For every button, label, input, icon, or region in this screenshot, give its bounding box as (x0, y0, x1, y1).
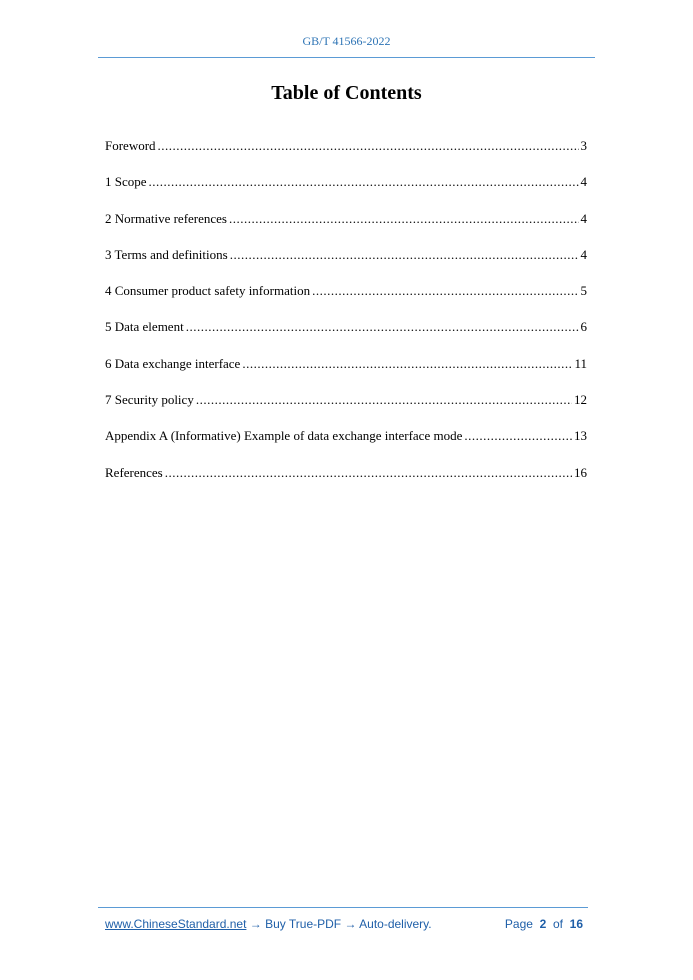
toc-entry-page: 3 (580, 138, 587, 153)
toc-entry-label: Foreword (105, 138, 156, 153)
toc-leader-dots (149, 174, 579, 190)
toc-leader-dots (186, 319, 579, 335)
toc-entry-label: 4 Consumer product safety information (105, 283, 311, 299)
toc-leader-dots (312, 283, 578, 299)
page-footer (105, 917, 585, 935)
toc-entry-label: References (105, 464, 163, 480)
toc-entry-page: 5 (580, 283, 587, 299)
toc-entry-page: 16 (574, 464, 587, 480)
of-word: of (552, 917, 563, 931)
toc-entry-consumer-product-safety[interactable] (105, 283, 587, 319)
toc-entry-references[interactable] (105, 465, 587, 501)
toc-entry-label: Appendix A (Informative) Example of data exchange interface mode (105, 428, 463, 444)
toc-entry-appendix-a[interactable] (105, 428, 587, 464)
table-of-contents (105, 138, 587, 501)
toc-leader-dots (229, 211, 579, 227)
toc-entry-label: 3 Terms and definitions (105, 246, 228, 262)
header-divider (98, 57, 595, 58)
page-title: Table of Contents (271, 82, 422, 104)
toc-entry-foreword[interactable] (105, 138, 587, 174)
current-page-number: 2 (539, 917, 547, 931)
toc-entry-page: 12 (574, 392, 587, 408)
toc-entry-normative-references[interactable] (105, 211, 587, 247)
footer-divider (98, 907, 588, 908)
toc-entry-security-policy[interactable] (105, 392, 587, 428)
toc-entry-page: 4 (580, 210, 587, 226)
website-link[interactable]: www.ChineseStandard.net (105, 917, 247, 931)
toc-entry-data-element[interactable] (105, 319, 587, 355)
toc-entry-page: 4 (580, 174, 587, 190)
toc-entry-label: 2 Normative references (105, 210, 227, 226)
toc-leader-dots (230, 247, 579, 263)
toc-entry-page: 13 (574, 428, 587, 444)
toc-leader-dots (158, 138, 579, 154)
toc-entry-label: 7 Security policy (105, 392, 194, 408)
toc-entry-scope[interactable] (105, 174, 587, 210)
arrow-icon: → (341, 917, 360, 931)
toc-entry-page: 4 (580, 246, 587, 262)
toc-entry-data-exchange-interface[interactable] (105, 356, 587, 392)
total-pages-number: 16 (569, 917, 583, 931)
page-word: Page (504, 917, 533, 931)
auto-delivery-text: Auto-delivery. (359, 917, 432, 931)
toc-leader-dots (196, 392, 572, 408)
running-header: GB/T 41566-2022 (302, 34, 391, 48)
toc-entry-label: 6 Data exchange interface (105, 355, 241, 371)
arrow-icon: → (246, 917, 266, 931)
toc-entry-page: 6 (580, 319, 587, 335)
toc-entry-terms-definitions[interactable] (105, 247, 587, 283)
toc-entry-page: 11 (574, 355, 587, 371)
toc-leader-dots (165, 465, 572, 481)
toc-entry-label: 1 Scope (105, 174, 147, 190)
footer-promo (105, 917, 432, 931)
page-counter (505, 917, 583, 931)
toc-leader-dots (242, 356, 572, 372)
toc-leader-dots (464, 428, 572, 444)
buy-pdf-text: Buy True-PDF (265, 917, 342, 931)
toc-entry-label: 5 Data element (105, 319, 184, 335)
